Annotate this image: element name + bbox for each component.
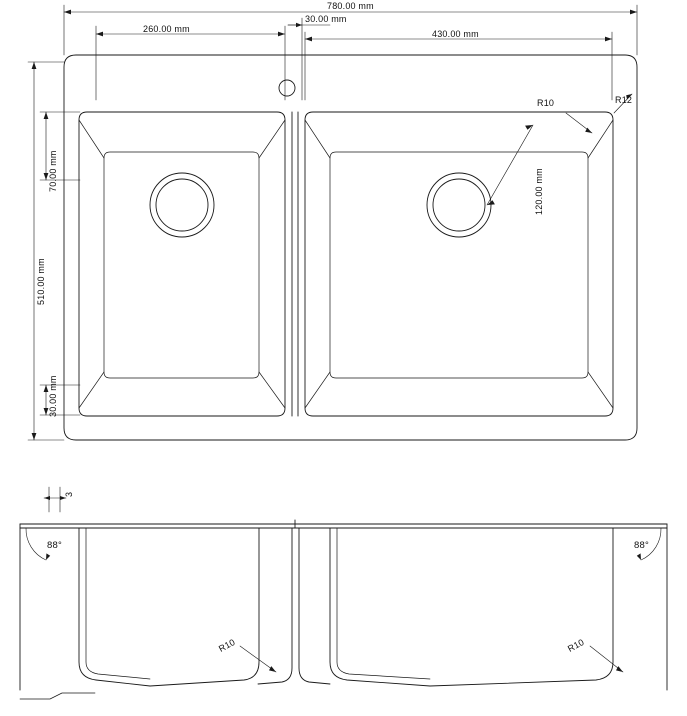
top-view-extension-lines (28, 5, 637, 440)
front-base-line (20, 693, 95, 699)
radius-r12-top-label: R12 (615, 95, 633, 105)
left-bowl-outline (79, 112, 285, 416)
left-bowl-slope-lines (79, 120, 285, 408)
radius-r10-left-bottom-label: R10 (217, 636, 237, 654)
left-drain-outer (150, 173, 214, 237)
divider-section-right (299, 528, 330, 684)
dim-top-offset-label: 70.00 mm (48, 150, 58, 192)
right-bowl-section-left-wall (330, 528, 430, 686)
front-view-geometry (20, 487, 667, 699)
right-bowl-outline (305, 112, 613, 416)
dim-overall-depth-label: 510.00 mm (36, 258, 46, 305)
left-bowl-section-inner (86, 528, 150, 679)
radius-r10-top-label: R10 (537, 98, 555, 108)
right-bowl-section-inner (337, 528, 430, 679)
radius-r10-right-bottom-label: R10 (566, 636, 586, 654)
faucet-hole (279, 80, 295, 96)
dim-right-bowl-width-label: 430.00 mm (432, 29, 479, 39)
dim-divider-width-label: 30.00 mm (305, 14, 347, 24)
left-drain-inner (156, 179, 208, 231)
left-bowl-section-left-wall (79, 528, 150, 686)
right-drain-inner (433, 179, 485, 231)
left-bowl-bottom (104, 152, 259, 378)
right-bowl-bottom (330, 152, 588, 378)
right-bowl-section-right-wall (430, 528, 613, 686)
angle-left-label: 88° (47, 540, 62, 551)
dim-left-bowl-width-label: 260.00 mm (143, 24, 190, 34)
dim-drain-offset-label: 120.00 mm (534, 168, 544, 215)
right-bowl-slope-lines (305, 120, 613, 408)
right-drain-outer (427, 173, 491, 237)
dim-overall-width-label: 780.00 mm (327, 1, 374, 11)
angle-right-label: 88° (634, 540, 649, 551)
top-view-dimension-lines (32, 10, 637, 440)
sink-outline-top-view (64, 55, 637, 440)
left-bowl-section-right-wall (150, 528, 259, 686)
divider-section-left (258, 528, 292, 684)
bowl-divider (292, 112, 298, 416)
dim-bottom-offset-label: 30.00 mm (48, 375, 58, 417)
left-angle-arc (26, 528, 46, 560)
dim-wall-thickness-label: 3 (64, 491, 74, 497)
